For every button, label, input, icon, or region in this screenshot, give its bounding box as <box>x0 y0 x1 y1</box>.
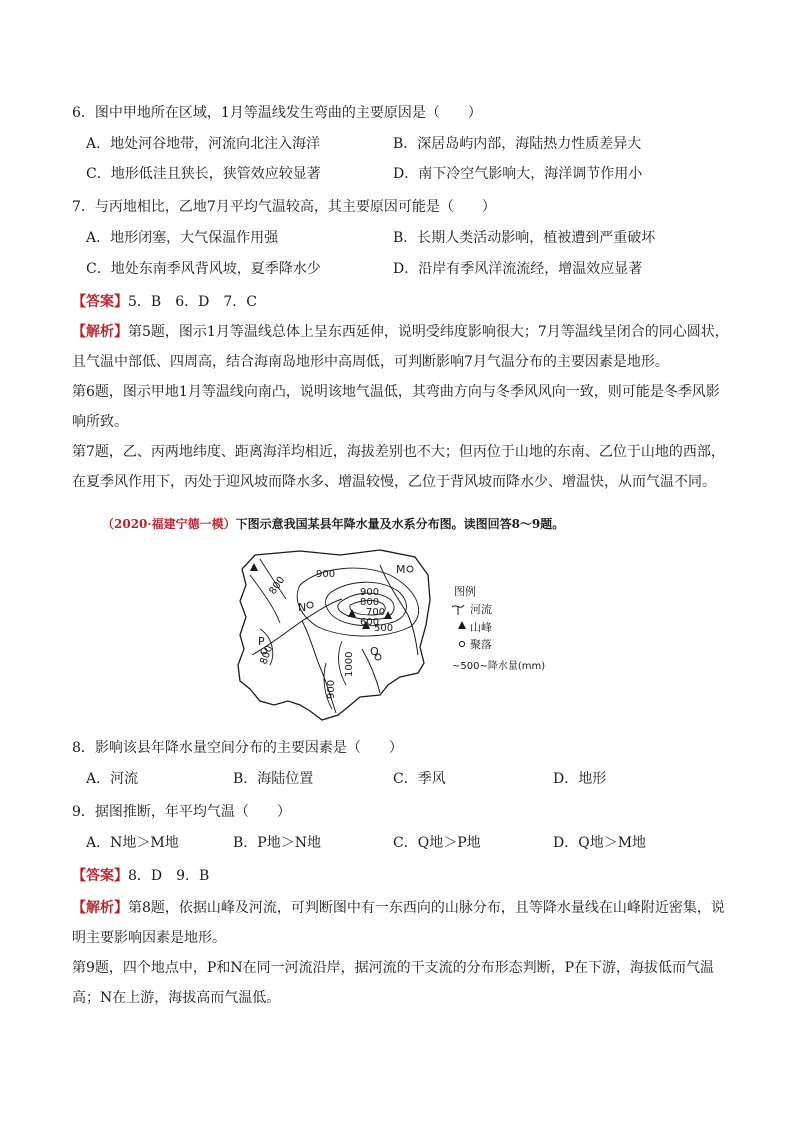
question-8-option-a: A．河流 <box>86 771 139 787</box>
map-legend <box>452 584 545 672</box>
contour-label: 900 <box>326 679 337 699</box>
answer-label: 【答案】 <box>72 294 128 310</box>
question-8-option-c: C．季风 <box>393 771 446 787</box>
question-6-option-c: C．地形低洼且狭长，狭管效应较显著 <box>86 166 321 182</box>
question-8-option-b: B．海陆位置 <box>233 771 314 787</box>
question-7-stem: 7．与丙地相比，乙地7月平均气温较高，其主要原因可能是（ ） <box>72 199 496 215</box>
analysis-label: 【解析】 <box>72 324 128 340</box>
analysis-paragraph: 【解析】第5题，图示1月等温线总体上呈东西延伸，说明受纬度影响很大；7月等温线呈闭合的同心圆状，且气温中部低、四周高，结合海南岛地形中高周低，可判断影响7月气温分布的主要因素是地形。 <box>72 324 729 370</box>
analysis-paragraph: 【解析】第8题，依据山峰及河流，可判断图中有一东西向的山脉分布，且等降水量线在山峰附近密集，说明主要影响因素是地形。 <box>72 900 725 946</box>
place-label-q: Q <box>370 645 379 658</box>
contour-label: 900 <box>360 587 380 598</box>
analysis-block-2 <box>72 893 732 1013</box>
question-6-option-b: B．深居岛屿内部，海陆热力性质差异大 <box>393 136 642 152</box>
legend-peak-symbol <box>458 621 466 629</box>
analysis-label: 【解析】 <box>72 900 128 916</box>
question-9-stem: 9．据图推断，年平均气温（ ） <box>72 804 291 820</box>
question-8-stem: 8．影响该县年降水量空间分布的主要因素是（ ） <box>72 740 403 756</box>
peak-marker <box>250 563 258 571</box>
contour-label: 700 <box>366 607 386 618</box>
legend-river-label: 河流 <box>470 603 492 616</box>
answer-block-1 <box>72 292 257 312</box>
legend-isohyet-label: ~500~降水量(mm) <box>452 661 546 672</box>
question-6-stem: 6．图中甲地所在区域，1月等温线发生弯曲的主要原因是（ ） <box>72 105 482 121</box>
question-6-option-d: D．南下冷空气影响大，海洋调节作用小 <box>393 166 643 182</box>
contour-label: 800 <box>267 574 288 597</box>
answer-block-2 <box>72 866 209 886</box>
analysis-paragraph: 第7题，乙、丙两地纬度、距离海洋均相近，海拔差别也不大；但丙位于山地的东南、乙位于山地的西部，在夏季风作用下，丙处于迎风坡而降水多、增温较慢，乙位于背风坡而降水少、增温快，从而气温不同。 <box>72 444 725 490</box>
analysis-paragraph: 第6题，图示甲地1月等温线向南凸，说明该地气温低，其弯曲方向与冬季风风向一致，则可能是冬季风影响所致。 <box>72 384 720 430</box>
contour-label: 800 <box>258 644 276 667</box>
river-east <box>380 565 418 655</box>
place-label-n: N <box>298 601 307 614</box>
legend-title: 图例 <box>454 585 476 598</box>
question-7-option-d: D．沿岸有季风洋流流经，增温效应显著 <box>393 261 643 277</box>
contour-label: 500 <box>374 623 394 634</box>
analysis-paragraph: 第9题，四个地点中，P和N在同一河流沿岸，据河流的干支流的分布形态判断，P在下游，海拔低而气温高；N在上游，海拔高而气温低。 <box>72 960 714 1006</box>
question-9-option-d: D．Q地＞M地 <box>553 835 647 851</box>
question-7-option-b: B．长期人类活动影响，植被遭到严重破坏 <box>393 230 656 246</box>
source-tag: （2020·福建宁德一模） <box>102 517 236 531</box>
contour-label: 800 <box>360 597 380 608</box>
contour-label: 1000 <box>344 651 355 677</box>
place-label-m: M <box>396 563 406 576</box>
question-7-option-c: C．地处东南季风背风坡，夏季降水少 <box>86 261 321 277</box>
contour-label: 900 <box>316 569 336 580</box>
question-9-option-c: C．Q地＞P地 <box>393 835 481 851</box>
settlement-m-marker <box>407 566 413 572</box>
legend-settlement-symbol <box>459 641 464 646</box>
question-source <box>102 515 564 533</box>
answer-text: 5．B 6．D 7．C <box>128 294 257 310</box>
question-6-option-a: A．地处河谷地带，河流向北注入海洋 <box>86 136 321 152</box>
settlement-n-marker <box>307 602 313 608</box>
source-text: 下图示意我国某县年降水量及水系分布图。读图回答8～9题。 <box>235 517 565 531</box>
question-9-option-b: B．P地＞N地 <box>233 835 321 851</box>
legend-peak-label: 山峰 <box>470 621 492 634</box>
question-9-option-a: A．N地＞M地 <box>86 835 179 851</box>
question-7-option-a: A．地形闭塞，大气保温作用强 <box>86 230 279 246</box>
contour-label: 600 <box>360 617 380 628</box>
place-label-p: P <box>258 635 265 648</box>
legend-settlement-label: 聚落 <box>470 638 492 651</box>
question-8-option-d: D．地形 <box>553 771 607 787</box>
legend-river-symbol <box>452 605 464 615</box>
answer-label: 【答案】 <box>72 868 128 884</box>
analysis-block-1 <box>72 317 732 497</box>
answer-text: 8．D 9．B <box>128 868 210 884</box>
precipitation-map <box>230 545 570 725</box>
